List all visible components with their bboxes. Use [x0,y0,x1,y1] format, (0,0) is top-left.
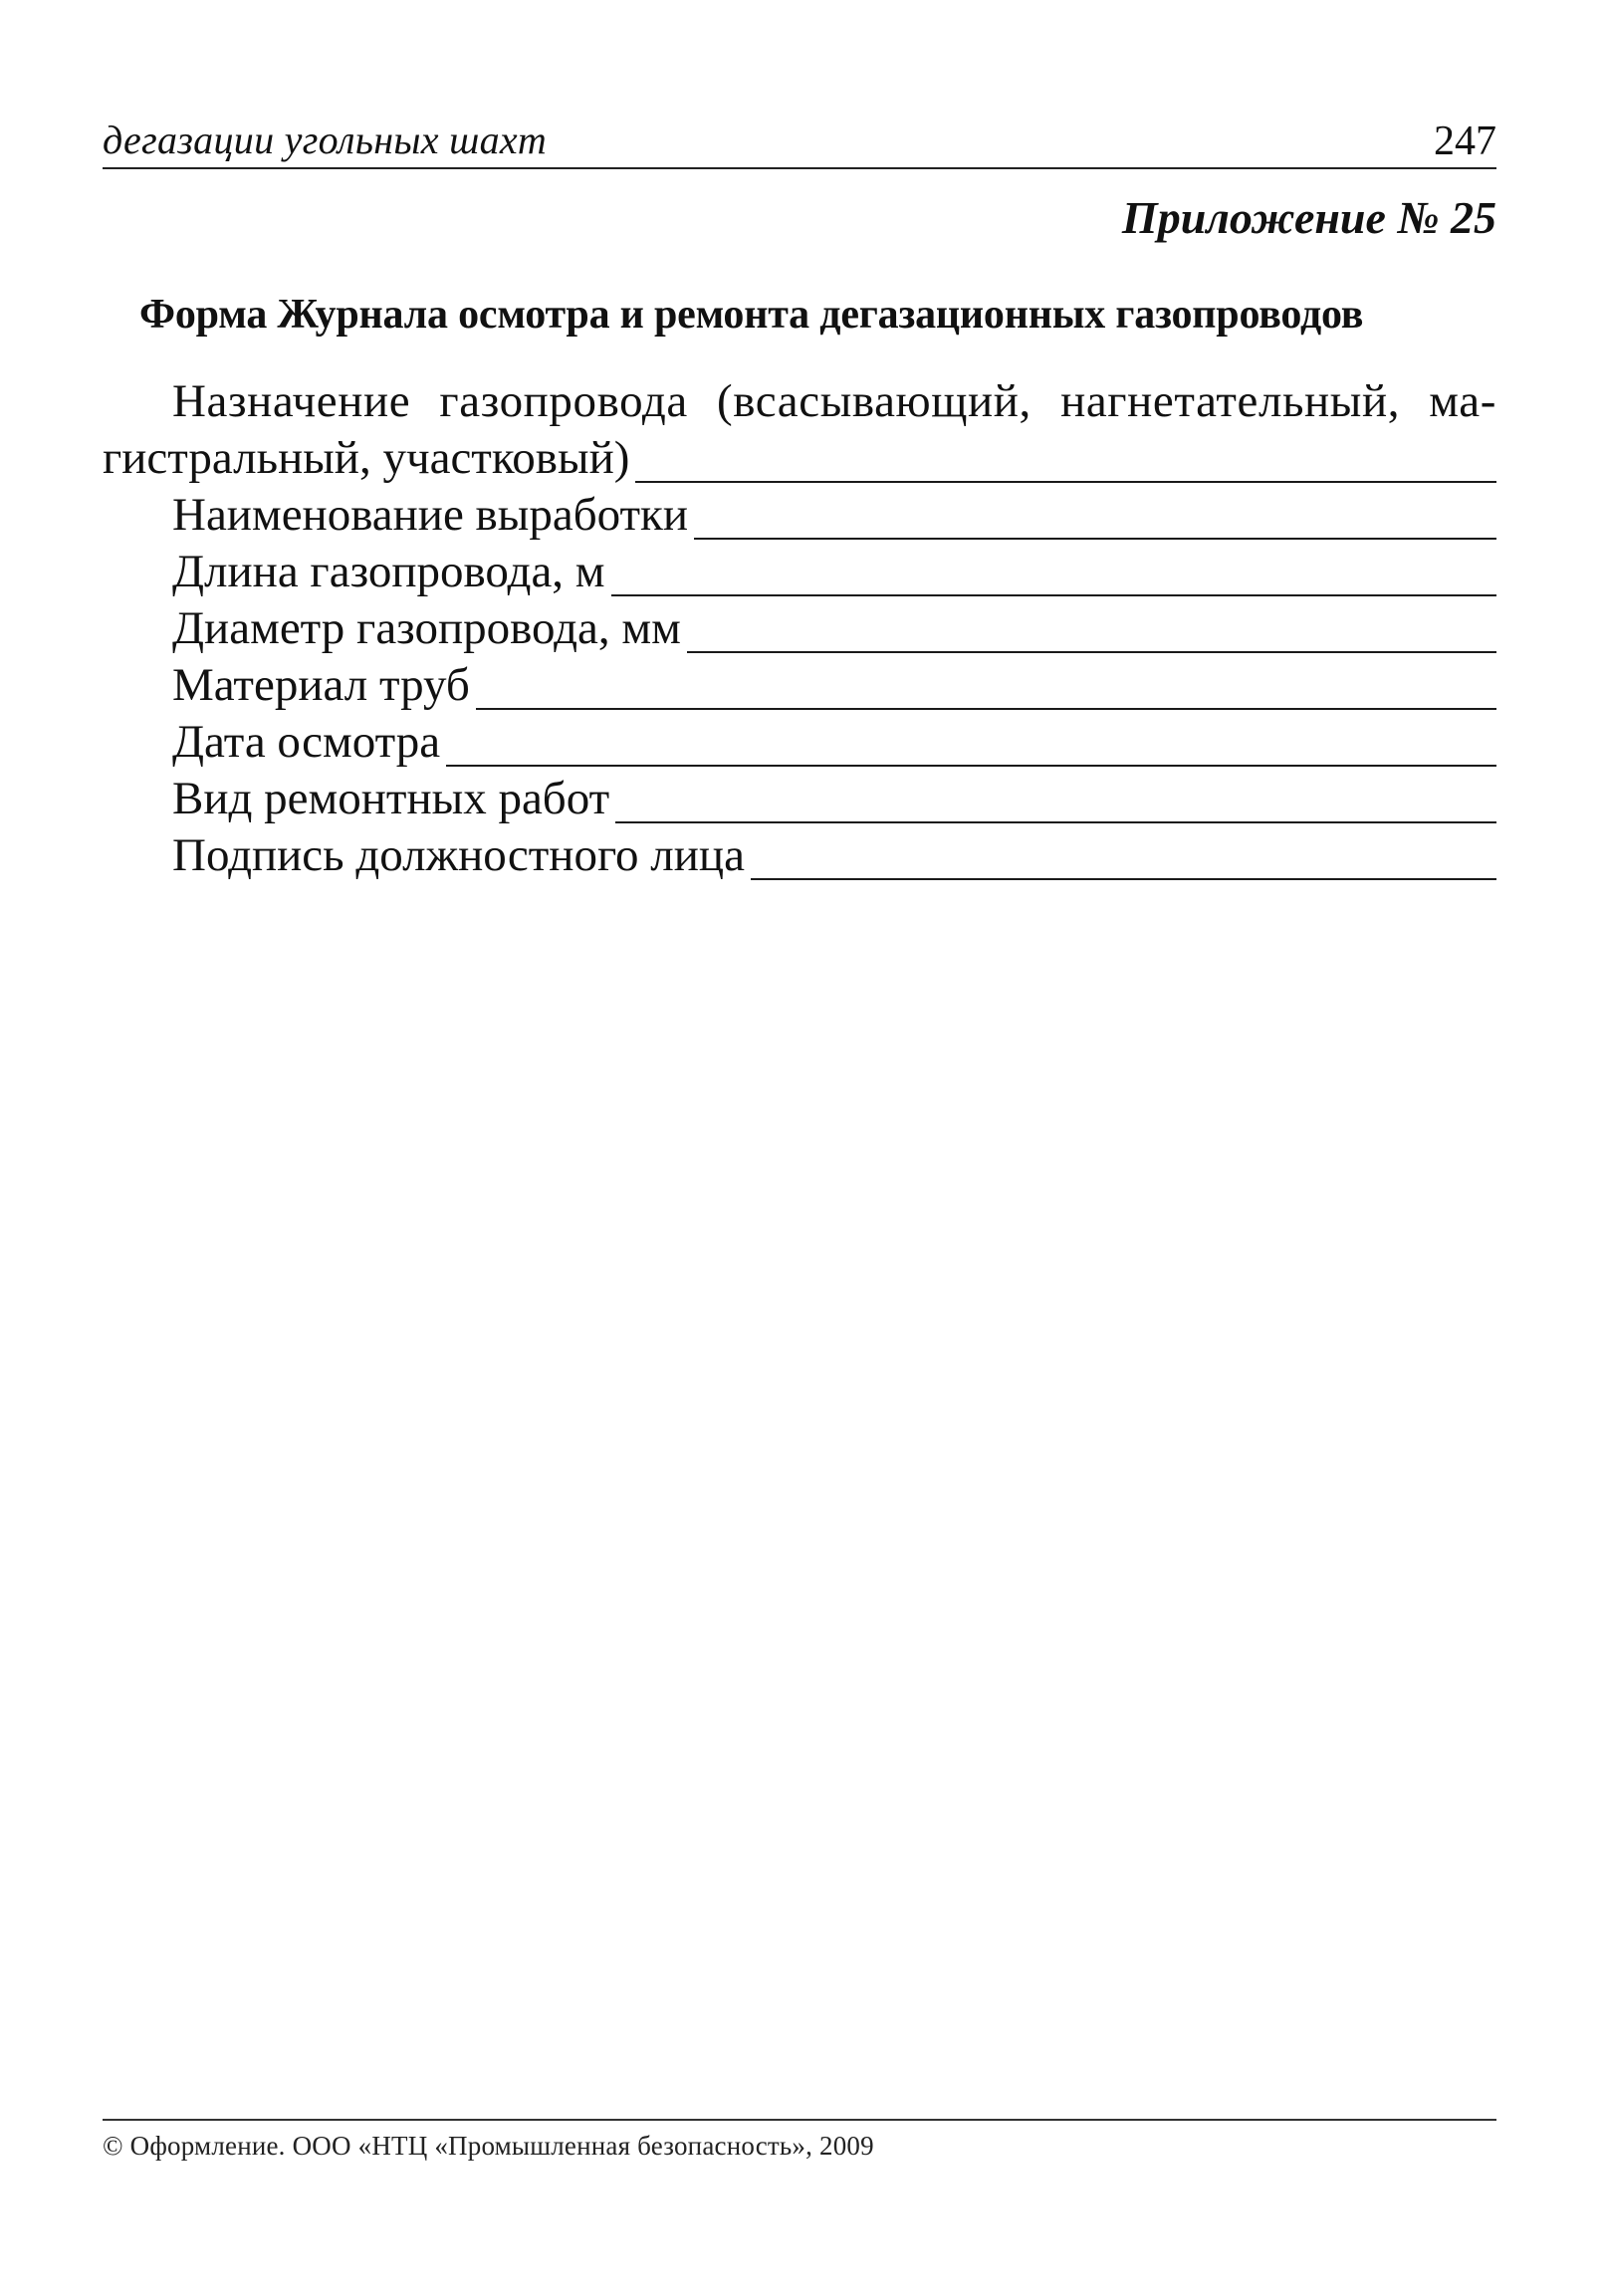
running-title: дегазации угольных шахт [103,117,548,162]
field-working-name-label: Наименование выработки [172,489,689,541]
field-inspection-date-blank[interactable] [446,765,1496,767]
field-working-name-blank[interactable] [694,538,1496,540]
field-length-label: Длина газопровода, м [172,546,605,597]
page-number: 247 [1434,118,1496,164]
field-pipe-material-label: Материал труб [172,659,470,711]
form-title: Форма Журнала осмотра и ремонта дегазационных газопроводов [139,292,1364,338]
field-official-signature-label: Подпись должностного лица [172,829,745,881]
field-purpose-line1: Назначение газопровода (всасывающий, нагнетательный, ма- [172,375,1496,427]
appendix-label: Приложение № 25 [1121,192,1496,243]
field-diameter [103,600,1496,657]
field-inspection-date-label: Дата осмотра [172,716,441,768]
field-official-signature-blank[interactable] [751,878,1496,880]
field-repair-type [103,771,1496,827]
field-purpose-label: гистральный, участковый) [103,432,630,484]
field-purpose [103,430,1496,487]
field-pipe-material-blank[interactable] [476,708,1496,710]
form-fields [103,373,1496,884]
footer-divider [103,2119,1496,2121]
field-purpose-blank[interactable] [635,481,1496,483]
field-repair-type-label: Вид ремонтных работ [172,773,610,824]
field-working-name [103,487,1496,544]
field-inspection-date [103,714,1496,771]
field-official-signature [103,827,1496,884]
field-repair-type-blank[interactable] [615,821,1496,823]
field-diameter-label: Диаметр газопровода, мм [172,602,681,654]
field-diameter-blank[interactable] [687,651,1496,653]
footer-copyright: © Оформление. ООО «НТЦ «Промышленная безопасность», 2009 [103,2131,874,2161]
running-header [103,108,1496,169]
field-length-blank[interactable] [611,594,1496,596]
field-pipe-material [103,657,1496,714]
field-length [103,544,1496,600]
